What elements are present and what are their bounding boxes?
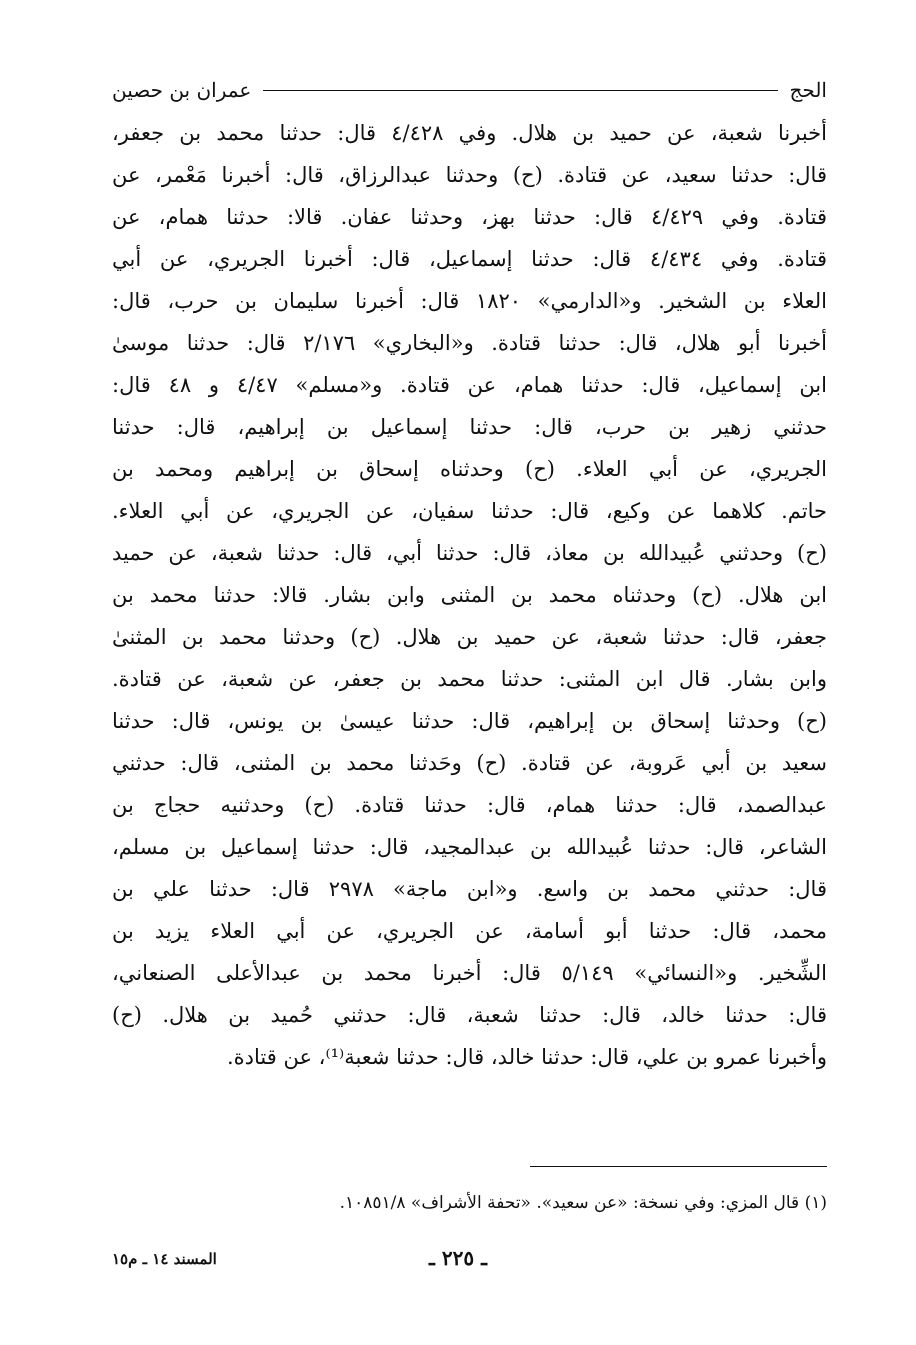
text-line: حدثني زهير بن حرب، قال: حدثنا إسماعيل بن إبراهيم، قال: حدثنا <box>112 415 827 439</box>
signature-mark: المسند ١٤ ـ م١٥ <box>112 1250 217 1268</box>
chapter-title: الحج <box>789 78 827 102</box>
text-line: قال: حدثني محمد بن واسع. و«ابن ماجة» ٢٩٧٨ قال: حدثنا علي بن <box>112 877 827 901</box>
text-line: عبدالصمد، قال: حدثنا همام، قال: حدثنا قتادة. (ح) وحدثنيه حجاج بن <box>112 793 827 817</box>
text-line: ابن هلال. (ح) وحدثناه محمد بن المثنى وابن بشار. قالا: حدثنا محمد بن <box>112 583 827 607</box>
text-line: العلاء بن الشخير. و«الدارمي» ١٨٢٠ قال: أخبرنا سليمان بن حرب، قال: <box>112 289 827 313</box>
text-line: محمد، قال: حدثنا أبو أسامة، عن الجريري، عن أبي العلاء يزيد بن <box>112 919 827 943</box>
text-line: قتادة. وفي ٤/٤٣٤ قال: حدثنا إسماعيل، قال: أخبرنا الجريري، عن أبي <box>112 247 827 271</box>
text-line: الشاعر، قال: حدثنا عُبيدالله بن عبدالمجيد، قال: حدثنا إسماعيل بن مسلم، <box>112 835 827 859</box>
running-header <box>112 72 827 108</box>
text-line: وابن بشار. قال ابن المثنى: حدثنا محمد بن جعفر، عن شعبة، عن قتادة. <box>112 667 827 691</box>
text-line: أخبرنا أبو هلال، قال: حدثنا قتادة. و«البخاري» ٢/١٧٦ قال: حدثنا موسىٰ <box>112 331 827 355</box>
text-line: (ح) وحدثنا إسحاق بن إبراهيم، قال: حدثنا عيسىٰ بن يونس، قال: حدثنا <box>112 709 827 733</box>
text-line: الجريري، عن أبي العلاء. (ح) وحدثناه إسحاق بن إبراهيم ومحمد بن <box>112 457 827 481</box>
text-line: قتادة. وفي ٤/٤٢٩ قال: حدثنا بهز، وحدثنا عفان. قالا: حدثنا همام، عن <box>112 205 827 229</box>
text-line: ابن إسماعيل، قال: حدثنا همام، عن قتادة. و«مسلم» ٤/٤٧ و ٤٨ قال: <box>112 373 827 397</box>
text-line: قال: حدثنا خالد، قال: حدثنا شعبة، قال: حدثني حُميد بن هلال. (ح) <box>112 1003 827 1027</box>
section-title: عمران بن حصين <box>112 78 252 102</box>
footnote: (١) قال المزي: وفي نسخة: «عن سعيد». «تحفة الأشراف» ١٠٨٥١/٨. <box>339 1193 827 1213</box>
text-line: قال: حدثنا سعيد، عن قتادة. (ح) وحدثنا عبدالرزاق، قال: أخبرنا مَعْمر، عن <box>112 163 827 187</box>
text-line: حاتم. كلاهما عن وكيع، قال: حدثنا سفيان، عن الجريري، عن أبي العلاء. <box>112 499 827 523</box>
body-text <box>112 112 827 1078</box>
page-number: ـ ٢٢٥ ـ <box>429 1246 487 1270</box>
text-line: أخبرنا شعبة، عن حميد بن هلال. وفي ٤/٤٢٨ قال: حدثنا محمد بن جعفر، <box>112 121 827 145</box>
text-line: جعفر، قال: حدثنا شعبة، عن حميد بن هلال. (ح) وحدثنا محمد بن المثنىٰ <box>112 625 827 649</box>
text-line: (ح) وحدثني عُبيدالله بن معاذ، قال: حدثنا أبي، قال: حدثنا شعبة، عن حميد <box>112 541 827 565</box>
text-line: الشِّخير. و«النسائي» ٥/١٤٩ قال: أخبرنا محمد بن عبدالأعلى الصنعاني، <box>112 961 827 985</box>
footnote-rule <box>530 1166 827 1167</box>
header-rule <box>263 90 777 91</box>
text-line: وأخبرنا عمرو بن علي، قال: حدثنا خالد، قال: حدثنا شعبة⁽¹⁾، عن قتادة. <box>227 1045 827 1069</box>
text-line: سعيد بن أبي عَروبة، عن قتادة. (ح) وحَدثنا محمد بن المثنى، قال: حدثني <box>112 751 827 775</box>
